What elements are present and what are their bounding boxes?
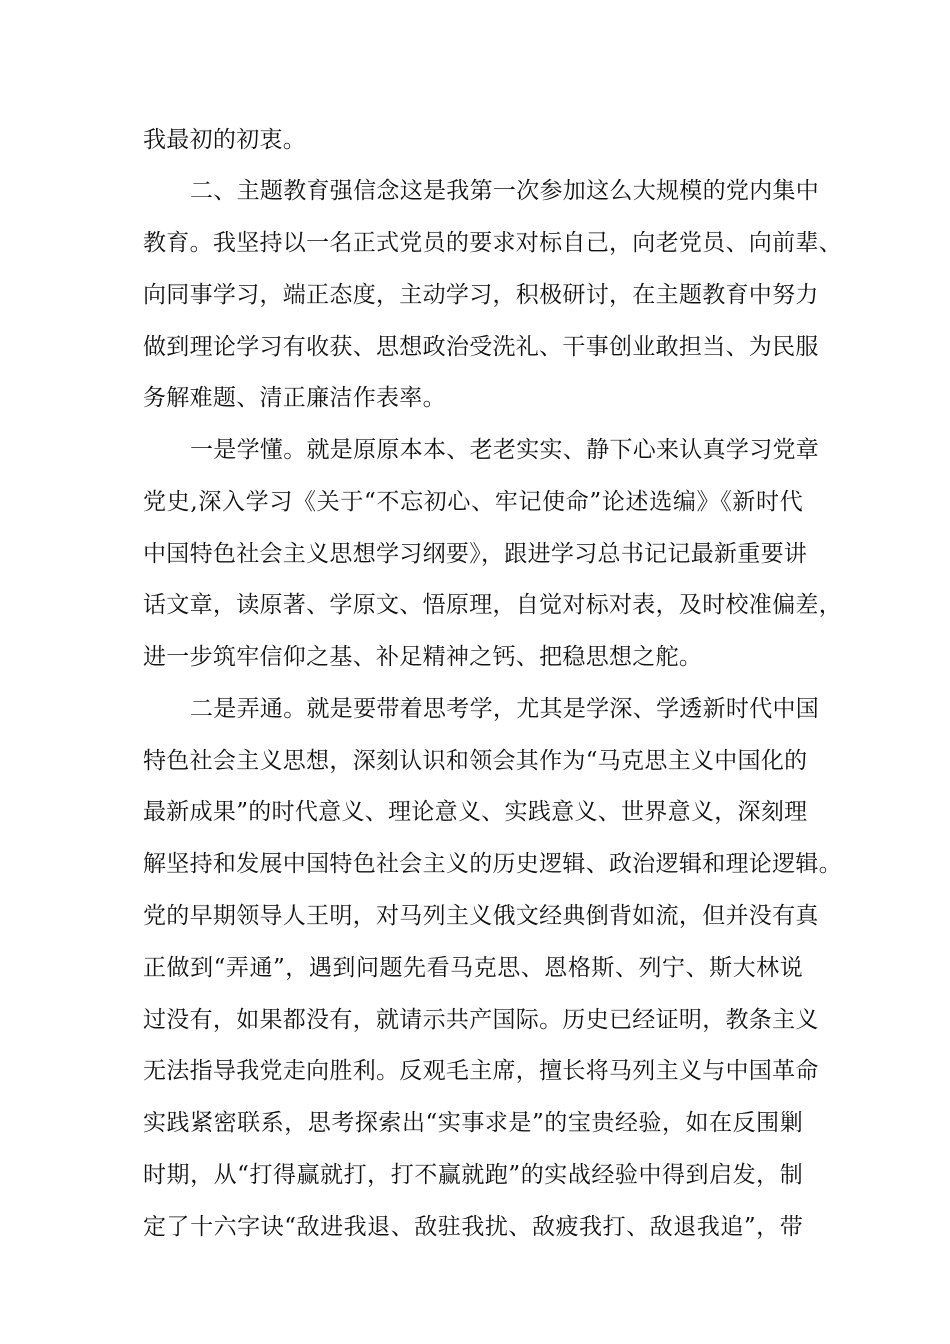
text-line: 中国特色社会主义思想学习纲要》，跟进学习总书记记最新重要讲 bbox=[143, 541, 808, 567]
text-line: 向同事学习，端正态度，主动学习，积极研讨，在主题教育中努力 bbox=[143, 282, 819, 308]
text-line: 定了十六字诀“敌进我退、敌驻我扰、敌疲我打、敌退我追”，带 bbox=[143, 1214, 803, 1240]
text-line: 实践紧密联系，思考探索出“实事求是”的宝贵经验，如在反围剿 bbox=[143, 1110, 803, 1136]
text-line: 解坚持和发展中国特色社会主义的历史逻辑、政治逻辑和理论逻辑。 bbox=[143, 851, 842, 877]
text-line: 话文章，读原著、学原文、悟原理，自觉对标对表，及时校准偏差， bbox=[143, 592, 842, 618]
text-line: 进一步筑牢信仰之基、补足精神之钙、把稳思想之舵。 bbox=[143, 644, 703, 670]
text-line: 务解难题、清正廉洁作表率。 bbox=[143, 385, 446, 411]
text-line: 时期，从“打得赢就打，打不赢就跑”的实战经验中得到启发，制 bbox=[143, 1162, 803, 1188]
text-line: 特色社会主义思想，深刻认识和领会其作为“马克思主义中国化的 bbox=[143, 748, 808, 774]
text-line: 党的早期领导人王明，对马列主义俄文经典倒背如流，但并没有真 bbox=[143, 903, 819, 929]
text-line: 最新成果”的时代意义、理论意义、实践意义、世界意义，深刻理 bbox=[143, 799, 808, 825]
text-line: 正做到“弄通”，遇到问题先看马克思、恩格斯、列宁、斯大林说 bbox=[143, 955, 803, 981]
text-line: 教育。我坚持以一名正式党员的要求对标自己，向老党员、向前辈、 bbox=[143, 230, 842, 256]
text-line: 党史,深入学习《关于“不忘初心、牢记使命”论述选编》《新时代 bbox=[143, 489, 803, 515]
paragraph-start-line: 一是学懂。就是原原本本、老老实实、静下心来认真学习党章 bbox=[190, 437, 820, 463]
text-line: 无法指导我党走向胜利。反观毛主席，擅长将马列主义与中国革命 bbox=[143, 1058, 819, 1084]
paragraph-heading-line: 二、主题教育强信念这是我第一次参加这么大规模的党内集中 bbox=[190, 178, 820, 204]
text-line: 过没有，如果都没有，就请示共产国际。历史已经证明，教条主义 bbox=[143, 1007, 819, 1033]
text-line: 我最初的初衷。 bbox=[143, 127, 307, 153]
text-line: 做到理论学习有收获、思想政治受洗礼、干事创业敢担当、为民服 bbox=[143, 334, 819, 360]
paragraph-start-line: 二是弄通。就是要带着思考学，尤其是学深、学透新时代中国 bbox=[190, 696, 820, 722]
